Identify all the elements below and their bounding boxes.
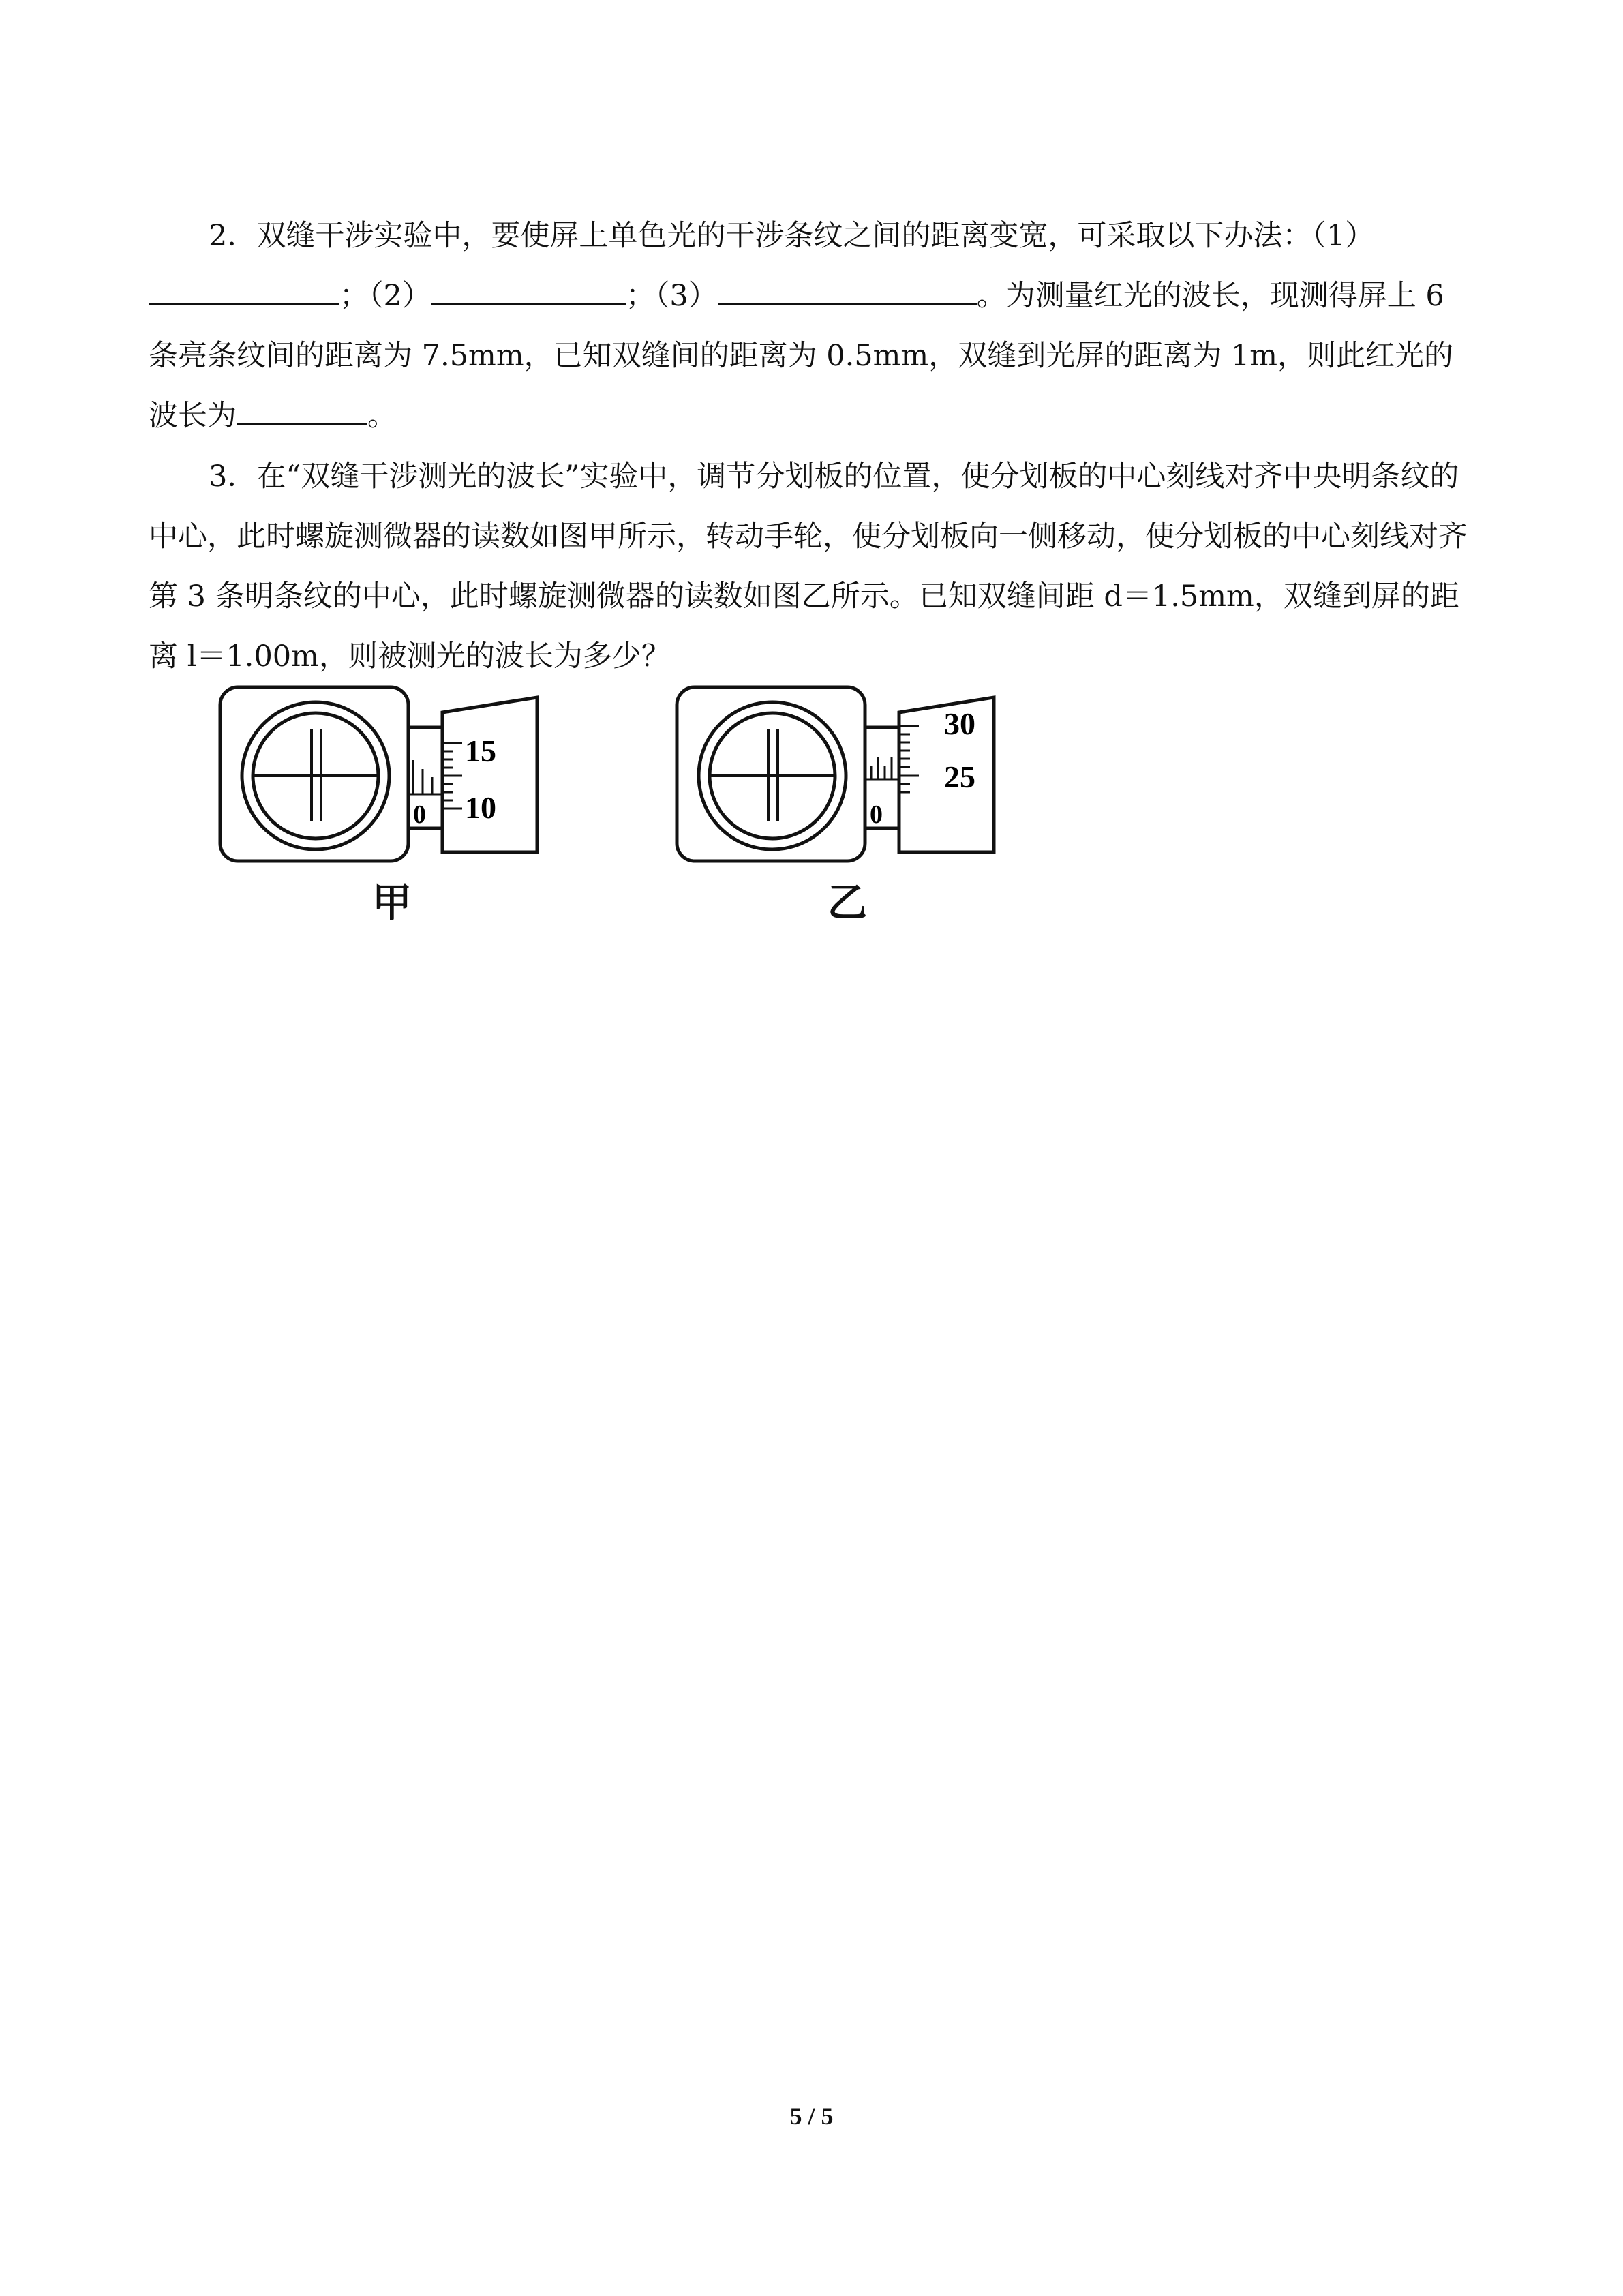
micrometer-figure-jia [218,685,545,866]
figure-label-jia: 甲 [371,879,412,926]
page-number: 5 / 5 [789,2102,834,2130]
sleeve-zero-label: 0 [870,800,883,829]
answer-blank-3 [718,275,977,305]
question-3-text: 3．在“双缝干涉测光的波长”实验中，调节分划板的位置，使分划板的中心刻线对齐中央明条纹的中心，此时螺旋测微器的读数如图甲所示，转动手轮，使分划板向一侧移动，使分划板的中心刻线对齐第 3 条明条纹的中心，此时螺旋测微器的读数如图乙所示。已知双缝间距 d＝1.5mm，双缝到屏的距离 l＝1.00m，则被测光的波长为多少？ [149,459,1468,674]
figure-label-yi: 乙 [827,879,867,926]
question-3 [149,447,1474,686]
answer-blank-2 [431,275,626,305]
answer-blank-4 [237,395,367,425]
question-2-text-b: ；（2） [339,279,431,313]
question-2-text-c: ；（3） [625,279,718,313]
sleeve-zero-label: 0 [413,800,426,829]
question-2-text-a: 2．双缝干涉实验中，要使屏上单色光的干涉条纹之间的距离变宽，可采取以下办法：（1） [209,219,1375,253]
thimble-upper-label: 15 [465,734,496,768]
thimble-upper-label: 30 [944,706,975,741]
thimble-lower-label: 10 [465,790,496,825]
micrometer-figure-yi [675,685,1002,866]
question-2-text-d: 。为测量红光的波长，现测得屏上 6 条亮条纹间的距离为 7.5mm，已知双缝间的距离为 0.5mm，双缝到光屏的距离为 1m，则此红光的波长为 [149,279,1454,433]
question-2-text-e: 。 [367,399,397,433]
answer-blank-1 [149,275,339,305]
question-2 [149,206,1474,446]
thimble-lower-label: 25 [944,759,975,794]
